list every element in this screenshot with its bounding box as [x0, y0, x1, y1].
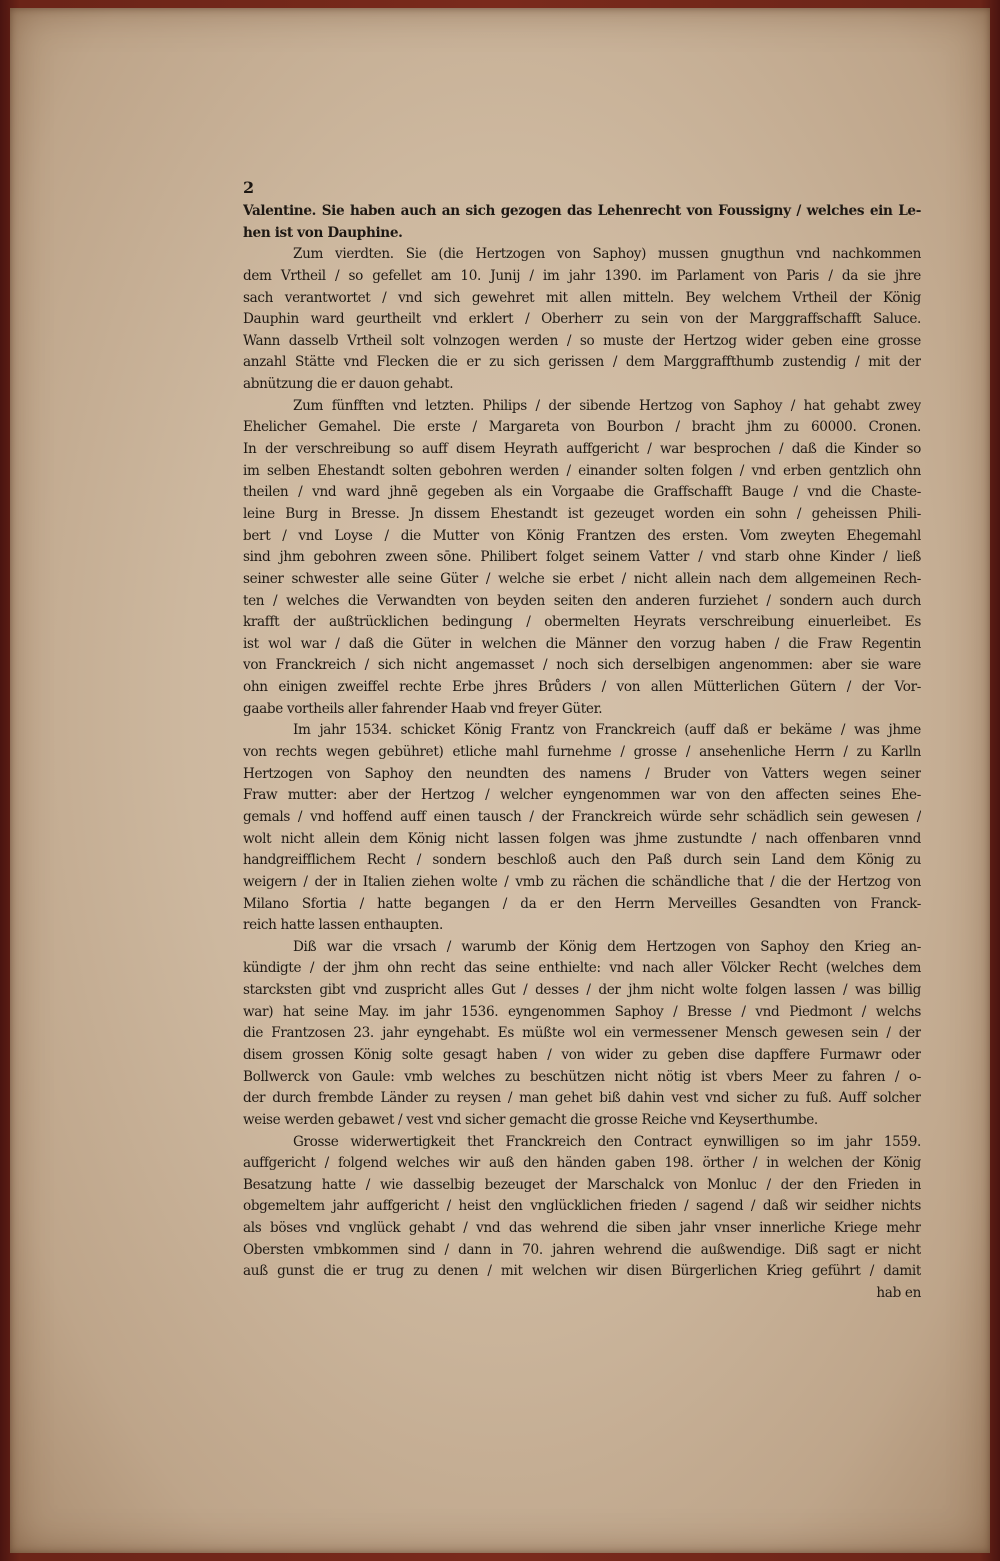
text-line: obgemeltem jahr auffgericht / heist den vnglücklichen frieden / sagend / daß wir seidher nichts: [243, 1198, 921, 1215]
page-number: 2: [243, 178, 255, 197]
text-line: bert / vnd Loyse / die Mutter von König Frantzen des ersten. Vom zweyten Ehegemahl: [243, 527, 921, 544]
text-line: die Frantzosen 23. jahr eyngehabt. Es müßte wol ein vermessener Mensch gewesen sein / der: [243, 1025, 921, 1042]
text-line: Im jahr 1534. schicket König Frantz von Franckreich (auff daß er bekäme / was jhme: [293, 722, 921, 739]
text-line: Besatzung hatte / wie dasselbig bezeuget der Marschalck von Monluc / der den Frieden in: [243, 1176, 921, 1193]
text-line: hab en: [876, 1285, 921, 1302]
text-line: sach verantwortet / vnd sich gewehret mit allen mitteln. Bey welchem Vrtheil der König: [243, 289, 921, 306]
text-line: Grosse widerwertigkeit thet Franckreich den Contract eynwilligen so im jahr 1559.: [293, 1133, 921, 1150]
document-page: [10, 8, 990, 1553]
text-line: Hertzogen von Saphoy den neundten des namens / Bruder von Vatters wegen seiner: [243, 765, 921, 782]
text-line: der durch frembde Länder zu reysen / man gehet biß dahin vest vnd sicher zu fuß. Auff solcher: [243, 1090, 921, 1107]
text-line: kündigte / der jhm ohn recht das seine enthielte: vnd nach aller Völcker Recht (welches dem: [243, 960, 921, 977]
text-line: gaabe vortheils aller fahrender Haab vnd freyer Güter.: [243, 700, 603, 717]
text-line: abnützung die er dauon gehabt.: [243, 376, 454, 393]
text-line: theilen / vnd ward jhnē gegeben als ein Vorgaabe die Graffschafft Bauge / vnd die Chaste-: [243, 484, 921, 501]
text-line: leine Burg in Bresse. Jn dissem Ehestandt ist gezeuget worden ein sohn / geheissen Phili-: [243, 505, 921, 522]
body-text: [243, 201, 921, 1305]
text-line: Valentine. Sie haben auch an sich gezogen das Lehenrecht von Foussigny / welches ein Le-: [243, 203, 921, 219]
text-line: Wann dasselb Vrtheil solt volnzogen werden / so muste der Hertzog wider geben eine grosse: [243, 332, 921, 349]
text-line: von Franckreich / sich nicht angemasset / noch sich derselbigen angenommen: aber sie ware: [243, 657, 921, 674]
text-line: im selben Ehestandt solten gebohren werden / einander solten folgen / vnd erben gentzlich ohn: [243, 462, 921, 479]
text-line: Fraw mutter: aber der Hertzog / welcher eyngenommen war von den affecten seines Ehe-: [243, 787, 921, 804]
text-line: gemals / vnd hoffend auff einen tausch / der Franckreich würde sehr schädlich sein gewesen /: [243, 808, 921, 825]
text-line: Dauphin ward geurtheilt vnd erklert / Oberherr zu sein von der Marggraffschafft Saluce.: [243, 311, 921, 328]
text-line: starcksten gibt vnd zuspricht alles Gut / desses / der jhm nicht wolte folgen lassen / was billig: [243, 982, 921, 999]
text-line: seiner schwester alle seine Güter / welche sie erbet / nicht allein nach dem allgemeinen Rech-: [243, 570, 921, 587]
text-line: dem Vrtheil / so gefellet am 10. Junij / im jahr 1390. im Parlament von Paris / da sie jhre: [243, 267, 921, 284]
text-line: auffgericht / folgend welches wir auß den händen gaben 198. örther / in welchen der König: [243, 1155, 921, 1172]
text-line: war) hat seine May. im jahr 1536. eyngenommen Saphoy / Bresse / vnd Piedmont / welchs: [243, 1003, 921, 1020]
text-line: reich hatte lassen enthaupten.: [243, 917, 443, 934]
text-line: Zum fünfften vnd letzten. Philips / der sibende Hertzog von Saphoy / hat gehabt zwey: [293, 397, 921, 414]
text-line: disem grossen König solte gesagt haben / von wider zu geben dise dapffere Furmawr oder: [243, 1046, 921, 1063]
text-line: Bollwerck von Gaule: vmb welches zu beschützen nicht nötig ist vbers Meer zu fahren / o-: [243, 1068, 921, 1085]
text-line: handgreifflichem Recht / sondern beschloß auch den Paß durch sein Land dem König zu: [243, 852, 921, 869]
text-line: von rechts wegen gebühret) etliche mahl furnehme / grosse / ansehenliche Herrn / zu Karlln: [243, 744, 921, 761]
text-line: Diß war die vrsach / warumb der König dem Hertzogen von Saphoy den Krieg an-: [293, 938, 921, 955]
text-line: wolt nicht allein dem König nicht lassen folgen was jhme zustundte / nach offenbaren vnnd: [243, 830, 921, 847]
text-line: hen ist von Dauphine.: [243, 224, 403, 241]
text-line: In der verschreibung so auff disem Heyrath auffgericht / war besprochen / daß die Kinder so: [243, 441, 921, 458]
text-line: ist wol war / daß die Güter in welchen die Männer den vorzug haben / die Fraw Regentin: [243, 635, 921, 652]
text-line: Obersten vmbkommen sind / dann in 70. jahren wehrend die außwendige. Diß sagt er nicht: [243, 1241, 921, 1258]
text-line: auß gunst die er trug zu denen / mit welchen wir disen Bürgerlichen Krieg geführt / damit: [243, 1263, 921, 1280]
text-line: ohn einigen zweiffel rechte Erbe jhres Brůders / von allen Mütterlichen Gütern / der Vor-: [243, 679, 921, 696]
text-line: als böses vnd vnglück gehabt / vnd das wehrend die siben jahr vnser innerliche Kriege mehr: [243, 1220, 921, 1237]
text-line: krafft der außtrücklichen bedingung / obermelten Heyrats verschreibung einuerleibet. Es: [243, 614, 921, 631]
text-line: weise werden gebawet / vest vnd sicher gemacht die grosse Reiche vnd Keyserthumbe.: [243, 1111, 818, 1128]
text-line: anzahl Stätte vnd Flecken die er zu sich gerissen / dem Marggraffthumb zustendig / mit der: [243, 354, 921, 371]
text-line: Ehelicher Gemahel. Die erste / Margareta von Bourbon / bracht jhm zu 60000. Cronen.: [243, 419, 921, 436]
text-line: weigern / der in Italien ziehen wolte / vmb zu rächen die schändliche that / die der Hertzog von: [243, 873, 921, 890]
text-line: Milano Sfortia / hatte begangen / da er den Herrn Merveilles Gesandten von Franck-: [243, 895, 921, 912]
text-line: Zum vierdten. Sie (die Hertzogen von Saphoy) mussen gnugthun vnd nachkommen: [293, 246, 921, 263]
text-line: ten / welches die Verwandten von beyden seiten den anderen furziehet / sondern auch durch: [243, 592, 921, 609]
text-line: sind jhm gebohren zween sōne. Philibert folget seinem Vatter / vnd starb ohne Kinder / ließ: [243, 549, 921, 566]
